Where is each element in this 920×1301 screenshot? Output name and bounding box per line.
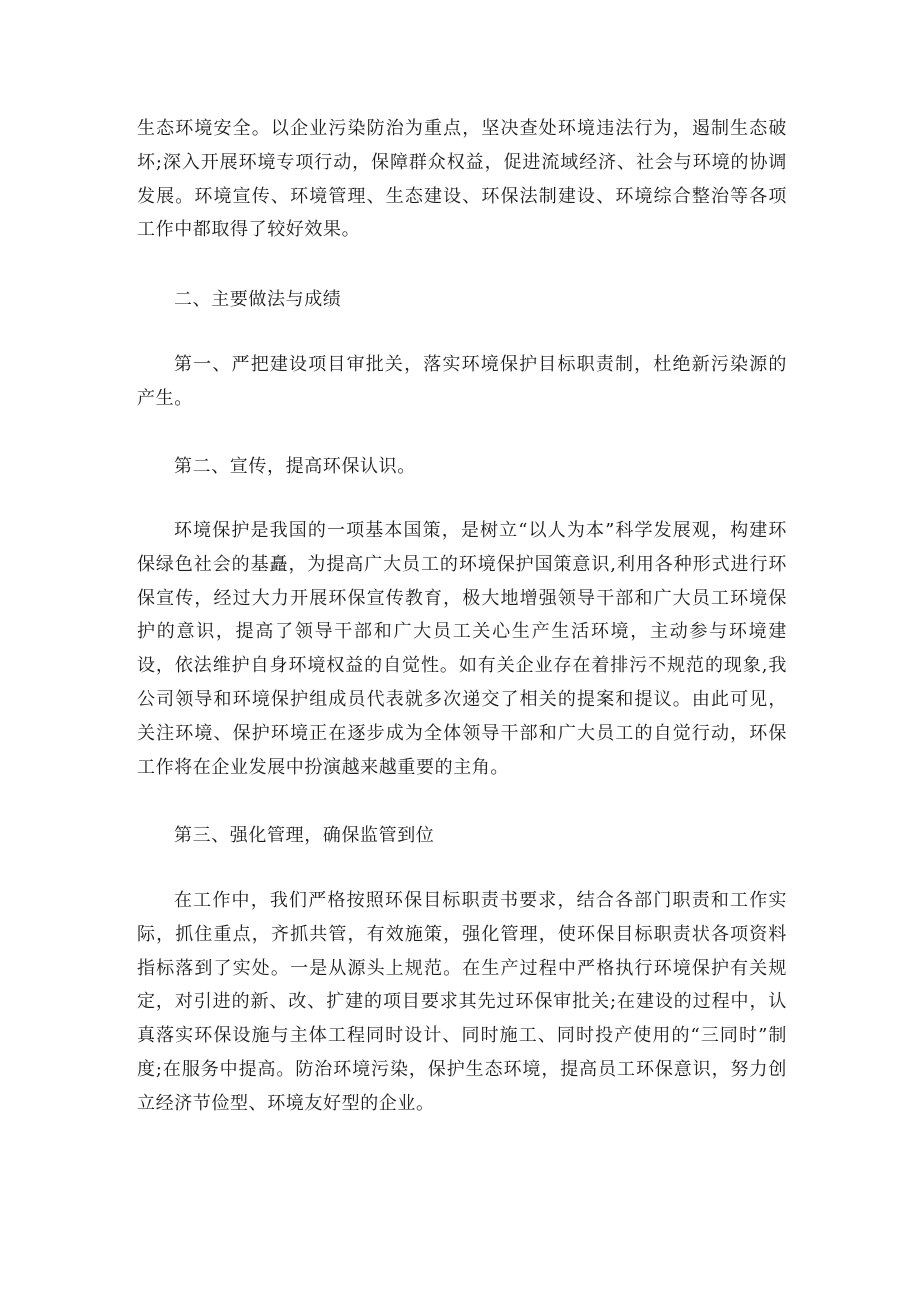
- paragraph-environmental-safety: 生态环境安全。以企业污染防治为重点，坚决查处环境违法行为，遏制生态破坏;深入开展环境专项行动，保障群众权益，促进流域经济、社会与环境的协调发展。环境宣传、环境管理、生态建设、环保法制建设、环境综合整治等各项工作中都取得了较好效果。: [137, 118, 787, 241]
- subheading-second-publicity: 第二、宣传，提高环保认识。: [174, 456, 416, 477]
- paragraph-first-project-approval: 第一、严把建设项目审批关，落实环境保护目标职责制，杜绝新污染源的产生。: [137, 354, 787, 409]
- paragraph-environmental-protection-policy: 环境保护是我国的一项基本国策，是树立“以人为本”科学发展观，构建环保绿色社会的基矗，为提高广大员工的环境保护国策意识,利用各种形式进行环保宣传，经过大力开展环保宣传教育，极大地增强领导干部和广大员工环境保护的意识，提高了领导干部和广大员工关心生产生活环境，主动参与环境建设，依法维护自身环境权益的自觉性。如有关企业存在着排污不规范的现象,我公司领导和环境保护组成员代表就多次递交了相关的提案和提议。由此可见，关注环境、保护环境正在逐步成为全体领导干部和广大员工的自觉行动，环保工作将在企业发展中扮演越来越重要的主角。: [137, 520, 787, 778]
- section-heading-main-practices: 二、主要做法与成绩: [174, 289, 342, 310]
- paragraph-work-implementation: 在工作中，我们严格按照环保目标职责书要求，结合各部门职责和工作实际，抓住重点，齐抓共管，有效施策，强化管理，使环保目标职责状各项资料指标落到了实处。一是从源头上规范。在生产过程中严格执行环境保护有关规定，对引进的新、改、扩建的项目要求其先过环保审批关;在建设的过程中，认真落实环保设施与主体工程同时设计、同时施工、同时投产使用的“三同时”制度;在服务中提高。防治环境污染，保护生态环境，提高员工环保意识，努力创立经济节俭型、环境友好型的企业。: [137, 890, 787, 1114]
- subheading-third-management: 第三、强化管理，确保监管到位: [174, 825, 435, 846]
